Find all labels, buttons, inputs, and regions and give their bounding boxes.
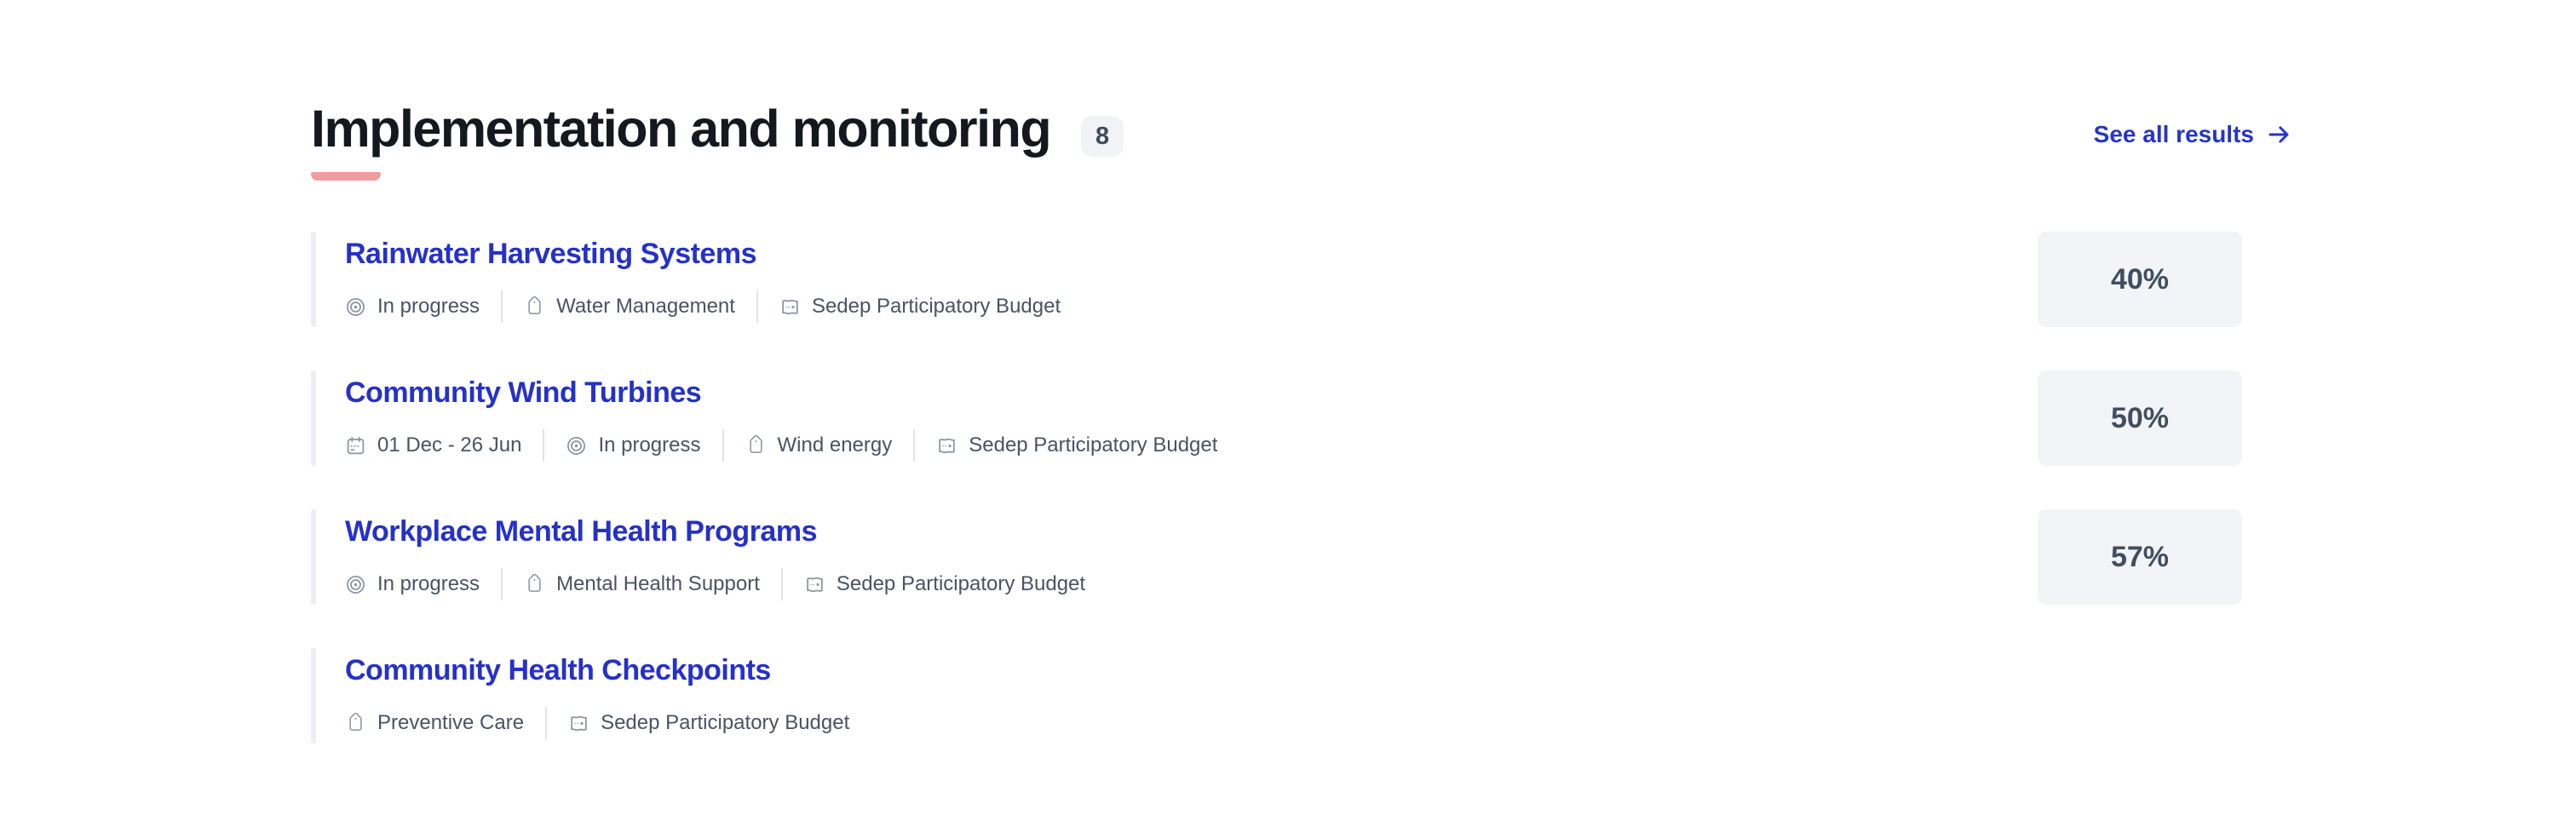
plan-label: Sedep Participatory Budget — [601, 711, 850, 735]
result-content — [345, 648, 849, 743]
result-content — [345, 509, 1085, 605]
result-meta-row — [345, 567, 1085, 601]
meta-separator — [501, 568, 503, 600]
result-title-link[interactable]: Community Health Checkpoints — [345, 654, 771, 687]
plan-meta — [568, 711, 849, 735]
page-title-block — [311, 95, 1050, 181]
results-list — [311, 232, 2291, 743]
plan-label: Sedep Participatory Budget — [836, 572, 1086, 596]
page-title: Implementation and monitoring — [311, 100, 1051, 158]
search-results-section — [311, 95, 2291, 743]
progress-badge: 50% — [2038, 370, 2242, 466]
status-label: In progress — [377, 572, 480, 596]
status-label: In progress — [598, 433, 701, 457]
category-meta — [345, 711, 524, 735]
meta-separator — [781, 568, 783, 600]
category-label: Water Management — [556, 295, 735, 319]
category-label: Preventive Care — [377, 711, 525, 735]
result-row — [311, 648, 2291, 743]
category-meta — [745, 433, 893, 457]
tag-icon — [745, 435, 767, 456]
status-meta — [345, 572, 480, 596]
meta-separator — [756, 290, 758, 323]
status-meta — [566, 433, 700, 457]
plan-label: Sedep Participatory Budget — [811, 295, 1061, 319]
map-icon — [568, 713, 589, 734]
result-content — [345, 232, 1061, 327]
see-all-results-label: See all results — [2093, 121, 2254, 147]
progress-badge: 40% — [2038, 232, 2242, 327]
title-wrap — [311, 95, 1124, 181]
progress-badge: 57% — [2038, 509, 2242, 605]
result-count-badge: 8 — [1081, 116, 1124, 157]
result-meta-row — [345, 428, 1217, 462]
arrow-right-icon — [2266, 122, 2291, 147]
status-meta — [345, 295, 480, 319]
plan-meta — [779, 295, 1061, 319]
result-row — [311, 370, 2291, 466]
tag-icon — [345, 713, 366, 734]
result-title-link[interactable]: Community Wind Turbines — [345, 376, 702, 410]
category-meta — [524, 295, 735, 319]
map-icon — [804, 574, 825, 595]
category-meta — [524, 572, 760, 596]
section-header — [311, 95, 2291, 181]
map-icon — [936, 435, 957, 456]
meta-separator — [913, 429, 915, 462]
dates-meta — [345, 433, 521, 457]
dates-label: 01 Dec - 26 Jun — [377, 433, 522, 457]
result-meta-row — [345, 290, 1061, 324]
target-icon — [345, 296, 366, 318]
meta-separator — [543, 429, 544, 462]
title-accent-underline — [311, 172, 381, 181]
plan-meta — [936, 433, 1217, 457]
target-icon — [345, 574, 366, 595]
plan-meta — [804, 572, 1085, 596]
meta-separator — [501, 290, 503, 323]
plan-label: Sedep Participatory Budget — [969, 433, 1218, 457]
category-label: Mental Health Support — [556, 572, 760, 596]
result-content — [345, 370, 1217, 466]
see-all-results-link[interactable] — [2094, 121, 2291, 148]
target-icon — [566, 435, 587, 456]
result-row — [311, 232, 2291, 327]
category-label: Wind energy — [777, 433, 893, 457]
map-icon — [779, 296, 801, 318]
meta-separator — [545, 707, 547, 739]
calendar-icon — [345, 435, 366, 456]
result-title-link[interactable]: Rainwater Harvesting Systems — [345, 238, 756, 271]
result-meta-row — [345, 706, 849, 740]
tag-icon — [524, 574, 545, 595]
meta-separator — [722, 429, 724, 462]
status-label: In progress — [377, 295, 480, 319]
tag-icon — [524, 296, 545, 318]
result-title-link[interactable]: Workplace Mental Health Programs — [345, 515, 817, 548]
result-row — [311, 509, 2291, 605]
